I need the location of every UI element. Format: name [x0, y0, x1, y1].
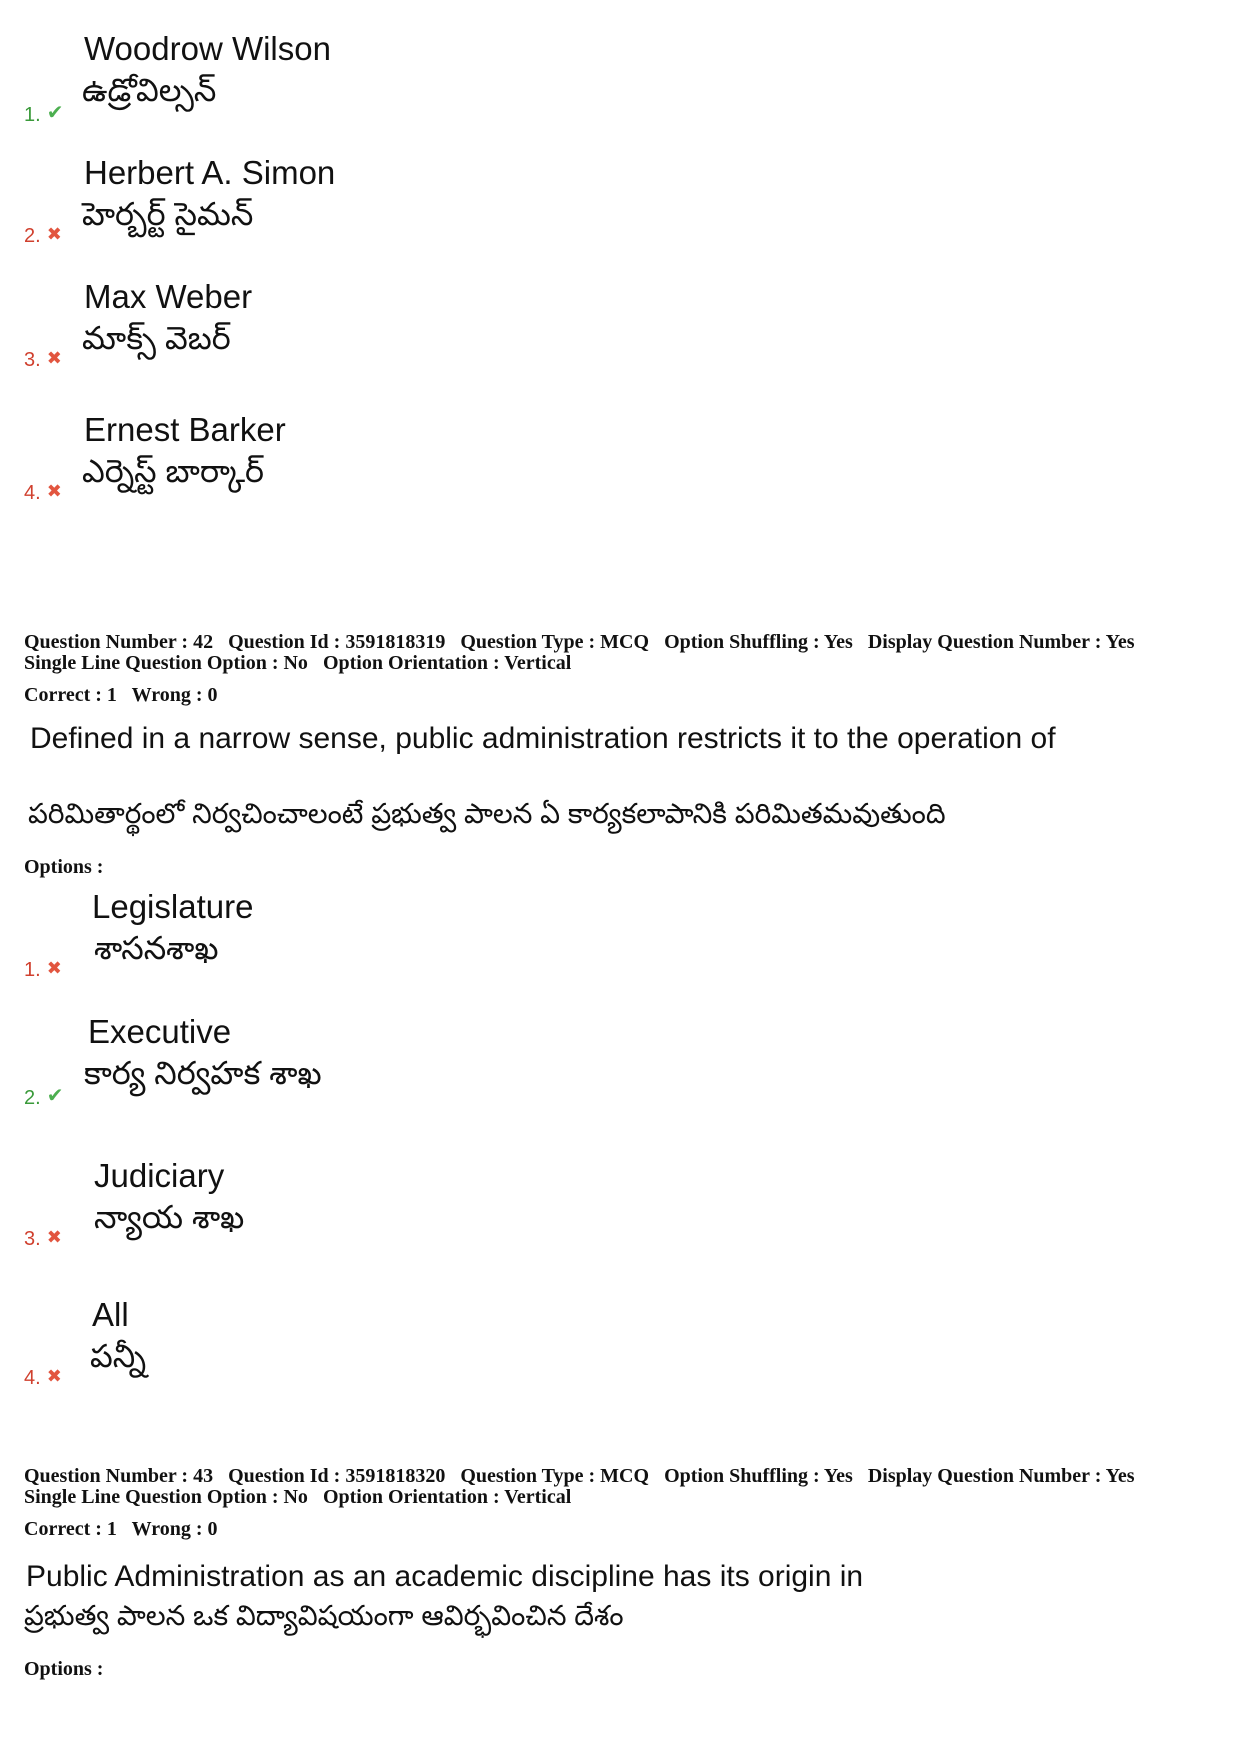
question-meta [24, 1466, 1214, 1508]
display-question-number: Display Question Number : Yes [867, 1465, 1135, 1487]
cross-icon: ✖ [46, 224, 62, 244]
option-number: 4. [24, 1367, 41, 1389]
option-text-en: All [92, 1296, 129, 1333]
cross-icon: ✖ [46, 958, 62, 978]
options-label: Options : [24, 856, 104, 878]
option-marker [24, 100, 63, 127]
option-orientation: Option Orientation : Vertical [322, 652, 572, 674]
option-text-te: న్యాయ శాఖ [94, 1199, 245, 1235]
correct-score: Correct : 1 [24, 1518, 117, 1540]
single-line-option: Single Line Question Option : No [24, 652, 308, 674]
cross-icon: ✖ [46, 481, 62, 501]
check-icon: ✔ [46, 1085, 64, 1107]
option-number: 2. [24, 225, 41, 247]
cross-icon: ✖ [46, 1227, 62, 1247]
option-shuffling: Option Shuffling : Yes [664, 1465, 853, 1487]
question-text-te: పరిమితార్థంలో నిర్వచించాలంటే ప్రభుత్వ పాలన ఏ కార్యకలాపానికి పరిమితమవుతుంది [28, 798, 946, 829]
display-question-number: Display Question Number : Yes [867, 631, 1135, 653]
correct-score: Correct : 1 [24, 684, 117, 706]
option-shuffling: Option Shuffling : Yes [664, 631, 853, 653]
option-marker [24, 1227, 62, 1251]
question-type: Question Type : MCQ [460, 1465, 650, 1487]
option-text-en: Woodrow Wilson [84, 30, 331, 67]
option-number: 3. [24, 1228, 41, 1250]
option-text-en: Max Weber [84, 278, 253, 315]
option-number: 1. [24, 959, 41, 981]
option-marker [24, 958, 62, 982]
option-number: 1. [24, 104, 41, 126]
option-number: 2. [24, 1087, 41, 1109]
option-text-te: శాసనశాఖ [94, 930, 219, 966]
option-text-te: పన్నీ [90, 1338, 147, 1374]
option-text-te: ఎర్నెస్ట్ బార్కార్ [82, 453, 265, 489]
option-marker [24, 1366, 62, 1390]
option-number: 3. [24, 349, 41, 371]
question-text-en: Defined in a narrow sense, public administration restricts it to the operation of [30, 722, 1056, 755]
wrong-score: Wrong : 0 [131, 1518, 218, 1540]
option-text-en: Ernest Barker [84, 411, 286, 448]
score-line [24, 1518, 228, 1541]
question-text-te: ప్రభుత్వ పాలన ఒక విద్యావిషయంగా ఆవిర్భవించిన దేశం [24, 1600, 624, 1631]
cross-icon: ✖ [46, 1366, 62, 1386]
wrong-score: Wrong : 0 [131, 684, 218, 706]
option-text-en: Herbert A. Simon [84, 154, 336, 191]
option-marker [24, 224, 62, 248]
option-text-te: కార్య నిర్వహక శాఖ [84, 1055, 322, 1091]
single-line-option: Single Line Question Option : No [24, 1486, 308, 1508]
option-number: 4. [24, 482, 41, 504]
option-text-te: మాక్స్ వెబర్ [82, 320, 231, 356]
check-icon: ✔ [46, 102, 64, 124]
question-number: Question Number : 42 [24, 631, 214, 653]
option-text-en: Judiciary [94, 1157, 225, 1194]
option-orientation: Option Orientation : Vertical [322, 1486, 572, 1508]
question-type: Question Type : MCQ [460, 631, 650, 653]
option-text-en: Executive [88, 1013, 232, 1050]
option-marker [24, 1083, 63, 1110]
cross-icon: ✖ [46, 348, 62, 368]
option-marker [24, 481, 62, 505]
options-label: Options : [24, 1658, 104, 1680]
option-text-te: హెర్బర్ట్ సైమన్ [82, 196, 254, 232]
option-text-en: Legislature [92, 888, 254, 925]
question-id: Question Id : 3591818319 [228, 631, 446, 653]
question-text-en: Public Administration as an academic discipline has its origin in [26, 1560, 864, 1593]
question-meta [24, 632, 1214, 674]
score-line [24, 684, 228, 707]
option-marker [24, 348, 62, 372]
question-id: Question Id : 3591818320 [228, 1465, 446, 1487]
question-number: Question Number : 43 [24, 1465, 214, 1487]
option-text-te: ఉడ్రోవిల్సన్ [82, 72, 217, 108]
